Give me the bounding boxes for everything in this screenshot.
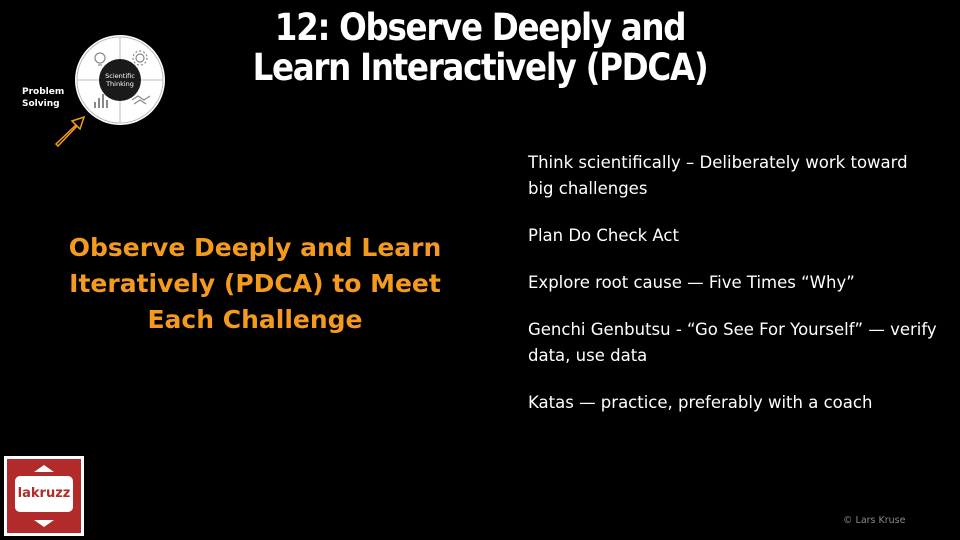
side-label-line-2: Solving: [22, 99, 60, 109]
bullet-item: Think scientifically – Deliberately work toward big challenges: [528, 153, 908, 198]
lakruzz-logo: [4, 456, 84, 536]
slide-title-line-1: 12: Observe Deeply and: [274, 6, 686, 49]
slide-title: [234, 8, 727, 88]
bullet-item: Plan Do Check Act: [528, 226, 679, 245]
side-label-line-1: Problem: [22, 87, 65, 97]
problem-solving-label: [22, 86, 64, 110]
bullet-item: Katas — practice, preferably with a coach: [528, 393, 873, 412]
badge-center-line-2: Thinking: [106, 80, 134, 88]
bullet-item: Genchi Genbutsu - “Go See For Yourself” — verify data, use data: [528, 320, 937, 365]
bullet-item: Explore root cause — Five Times “Why”: [528, 273, 855, 292]
main-statement: Observe Deeply and Learn Iteratively (PDCA) to Meet Each Challenge: [68, 233, 442, 334]
arrow-up-right-icon: [50, 112, 90, 148]
logo-text: lakruzz: [17, 486, 71, 501]
bullet-list: [528, 150, 938, 437]
slide-title-line-2: Learn Interactively (PDCA): [252, 46, 708, 89]
copyright-text: © Lars Kruse: [843, 515, 906, 526]
badge-center-line-1: Scientific: [105, 72, 135, 80]
